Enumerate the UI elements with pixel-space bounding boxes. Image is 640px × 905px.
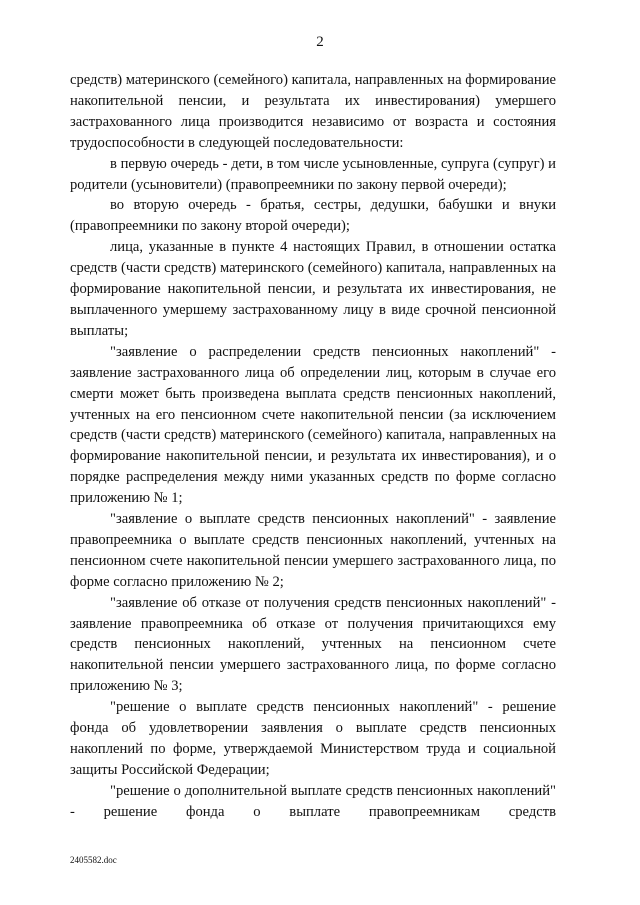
paragraph-payment-decision: "решение о выплате средств пенсионных накоплений" - решение фонда об удовлетворении заявления о выплате средств пенсионных накоплений по форме, утверждаемой Министерством труда и социальной защиты Российской Федерации;: [70, 699, 556, 778]
paragraph-payment-application: "заявление о выплате средств пенсионных накоплений" - заявление правопреемника о выплате средств пенсионных накоплений, учтенных на пенсионном счете накопительной пенсии умершего застрахованного лица, по форме согласно приложению № 2;: [70, 511, 556, 590]
page-number: 2: [316, 34, 324, 50]
paragraph-additional-payment-decision: "решение о дополнительной выплате средств пенсионных накоплений" - решение фонда о выплате правопреемникам средств: [70, 782, 556, 820]
paragraph-continuation: средств) материнского (семейного) капитала, направленных на формирование накопительной пенсии, и результата их инвестирования) умершего застрахованного лица производится независимо от возраста и состояния трудоспособности в следующей последовательности:: [70, 72, 556, 151]
paragraph-refusal-application: "заявление об отказе от получения средств пенсионных накоплений" - заявление правопреемника об отказе от получения причитающихся ему средств пенсионных накоплений, учтенных на пенсионном счете накопительной пенсии умершего застрахованного лица, по форме согласно приложению № 3;: [70, 594, 556, 695]
paragraph-second-priority: во вторую очередь - братья, сестры, дедушки, бабушки и внуки (правопреемники по закону второй очереди);: [70, 197, 556, 235]
paragraph-first-priority: в первую очередь - дети, в том числе усыновленные, супруга (супруг) и родители (усыновители) (правопреемники по закону первой очереди);: [70, 155, 556, 193]
paragraph-distribution-application: "заявление о распределении средств пенсионных накоплений" - заявление застрахованного лица об определении лиц, которым в случае его смерти может быть произведена выплата средств пенсионных накоплений, учтенных на его пенсионном счете накопительной пенсии (за исключением средств (части средств) материнского (семейного) капитала, направленных на формирование накопительной пенсии, и результата их инвестирования), и о порядке распределения между ними указанных средств по форме согласно приложению № 1;: [70, 343, 556, 507]
document-body: [70, 70, 556, 823]
document-filename: 2405582.doc: [70, 855, 117, 865]
paragraph-persons-point-4: лица, указанные в пункте 4 настоящих Правил, в отношении остатка средств (части средств) материнского (семейного) капитала, направленных на формирование накопительной пенсии, и результата их инвестирования, не выплаченного умершему застрахованному лицу в виде срочной пенсионной выплаты;: [70, 239, 556, 339]
